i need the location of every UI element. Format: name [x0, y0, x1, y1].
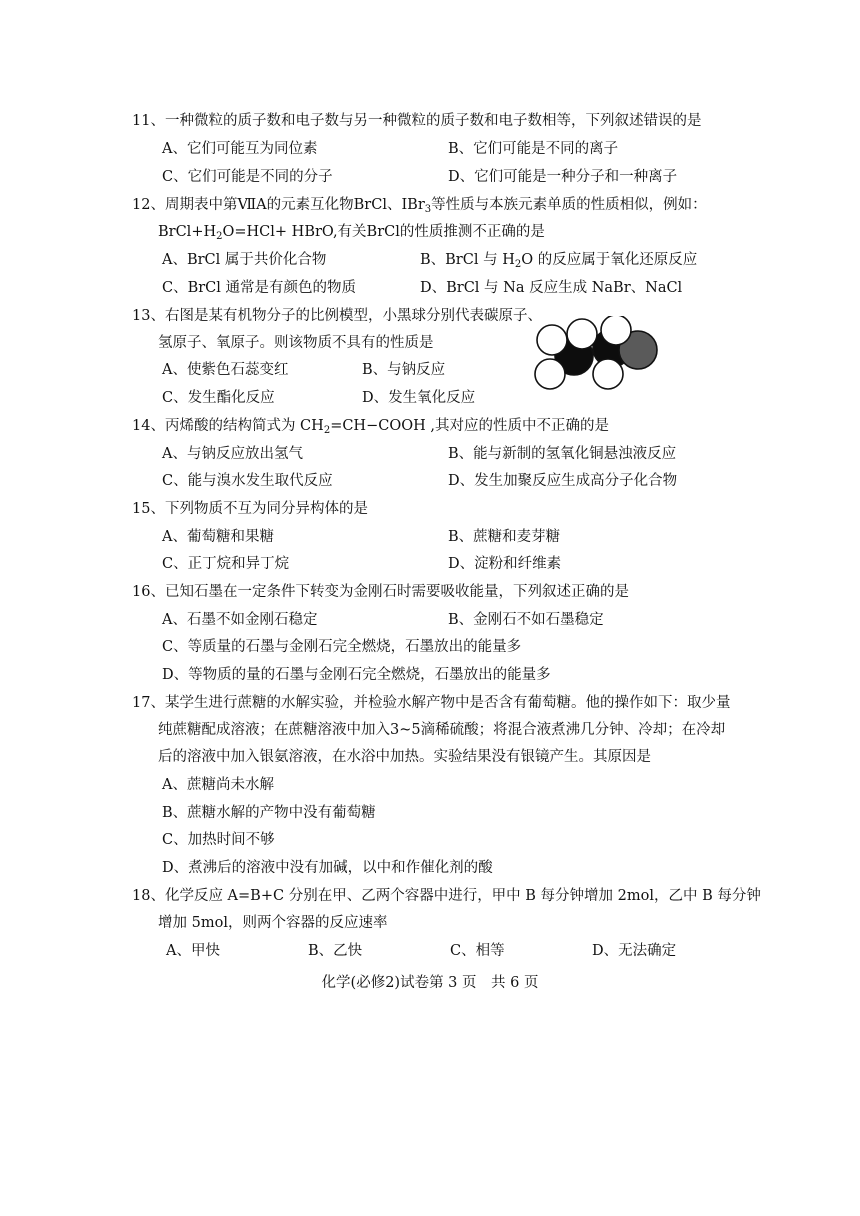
question-16-option-a: A、石墨不如金刚石稳定: [162, 612, 318, 628]
question-18-option-b: B、乙快: [308, 943, 363, 959]
question-14-stem: 14、丙烯酸的结构简式为 $CH_2=CH-COOH$ ,其对应的性质中不正确的是: [132, 418, 609, 436]
question-17-option-d: D、煮沸后的溶液中没有加碱，以中和作催化剂的酸: [162, 860, 493, 876]
question-14-option-b: B、能与新制的氢氧化铜悬浊液反应: [448, 446, 677, 462]
hydrogen-atom: [593, 359, 623, 389]
question-13-option-c: C、发生酯化反应: [162, 390, 275, 406]
question-12-option-c: C、BrCl 通常是有颜色的物质: [162, 280, 357, 296]
question-17-stem-line-2: 纯蔗糖配成溶液；在蔗糖溶液中加入3~5滴稀硫酸；将混合液煮沸几分钟、冷却；在冷却: [158, 722, 726, 738]
question-13-stem-line-1: 13、右图是某有机物分子的比例模型，小黑球分别代表碳原子、: [132, 308, 542, 324]
question-16-option-d: D、等物质的量的石墨与金刚石完全燃烧，石墨放出的能量多: [162, 667, 551, 683]
question-11-stem: 11、一种微粒的质子数和电子数与另一种微粒的质子数和电子数相等，下列叙述错误的是: [132, 113, 702, 129]
question-17-option-a: A、蔗糖尚未水解: [162, 777, 274, 793]
question-14-option-d: D、发生加聚反应生成高分子化合物: [448, 473, 678, 489]
question-14-option-a: A、与钠反应放出氢气: [162, 446, 303, 462]
question-16-option-b: B、金刚石不如石墨稳定: [448, 612, 604, 628]
hydrogen-atom: [601, 316, 631, 345]
question-17-stem-line-3: 后的溶液中加入银氨溶液，在水浴中加热。实验结果没有银镜产生。其原因是: [158, 749, 651, 765]
question-15-option-c: C、正丁烷和异丁烷: [162, 556, 290, 572]
question-15-option-b: B、蔗糖和麦芽糖: [448, 529, 561, 545]
question-11-option-b: B、它们可能是不同的离子: [448, 141, 619, 157]
question-11-option-c: C、它们可能是不同的分子: [162, 169, 333, 185]
question-18-stem-line-2: 增加 5mol，则两个容器的反应速率: [158, 915, 388, 931]
molecule-model-figure: [530, 316, 670, 396]
question-12-option-a: A、BrCl 属于共价化合物: [162, 252, 327, 268]
question-15-option-d: D、淀粉和纤维素: [448, 556, 562, 572]
question-11-option-a: A、它们可能互为同位素: [162, 141, 318, 157]
hydrogen-atom: [567, 319, 597, 349]
page-footer: 化学(必修2)试卷第 3 页 共 6 页: [321, 975, 539, 991]
question-13-option-b: B、与钠反应: [362, 362, 446, 378]
question-16-option-c: C、等质量的石墨与金刚石完全燃烧，石墨放出的能量多: [162, 639, 522, 655]
question-12-option-b: B、BrCl 与 $H_2O$ 的反应属于氧化还原反应: [420, 252, 698, 270]
question-12-stem-line-2: $BrCl+H_2O=HCl+$ HBrO,有关BrCl的性质推测不正确的是: [158, 224, 545, 242]
question-13-option-a: A、使紫色石蕊变红: [162, 362, 289, 378]
hydrogen-atom: [535, 359, 565, 389]
question-18-option-c: C、相等: [450, 943, 505, 959]
question-18-option-d: D、无法确定: [592, 943, 677, 959]
question-18-stem-line-1: 18、化学反应 A=B+C 分别在甲、乙两个容器中进行，甲中 B 每分钟增加 2mol，乙中 B 每分钟: [132, 888, 761, 904]
question-15-stem: 15、下列物质不互为同分异构体的是: [132, 501, 368, 517]
question-12-option-d: D、BrCl 与 Na 反应生成 NaBr、NaCl: [420, 280, 683, 296]
question-15-option-a: A、葡萄糖和果糖: [162, 529, 274, 545]
question-12-stem-line-1: 12、周期表中第ⅦA的元素互化物BrCl、IBr$_3$等性质与本族元素单质的性质相似，例如：: [132, 197, 707, 215]
question-17-option-c: C、加热时间不够: [162, 832, 275, 848]
question-17-stem-line-1: 17、某学生进行蔗糖的水解实验，并检验水解产物中是否含有葡萄糖。他的操作如下：取少量: [132, 695, 731, 711]
question-13-stem-line-2: 氢原子、氧原子。则该物质不具有的性质是: [158, 335, 434, 351]
question-16-stem: 16、已知石墨在一定条件下转变为金刚石时需要吸收能量，下列叙述正确的是: [132, 584, 629, 600]
question-18-option-a: A、甲快: [166, 943, 220, 959]
question-17-option-b: B、蔗糖水解的产物中没有葡萄糖: [162, 805, 376, 821]
hydrogen-atom: [537, 325, 567, 355]
question-13-option-d: D、发生氧化反应: [362, 390, 476, 406]
question-14-option-c: C、能与溴水发生取代反应: [162, 473, 333, 489]
question-11-option-d: D、它们可能是一种分子和一种离子: [448, 169, 678, 185]
